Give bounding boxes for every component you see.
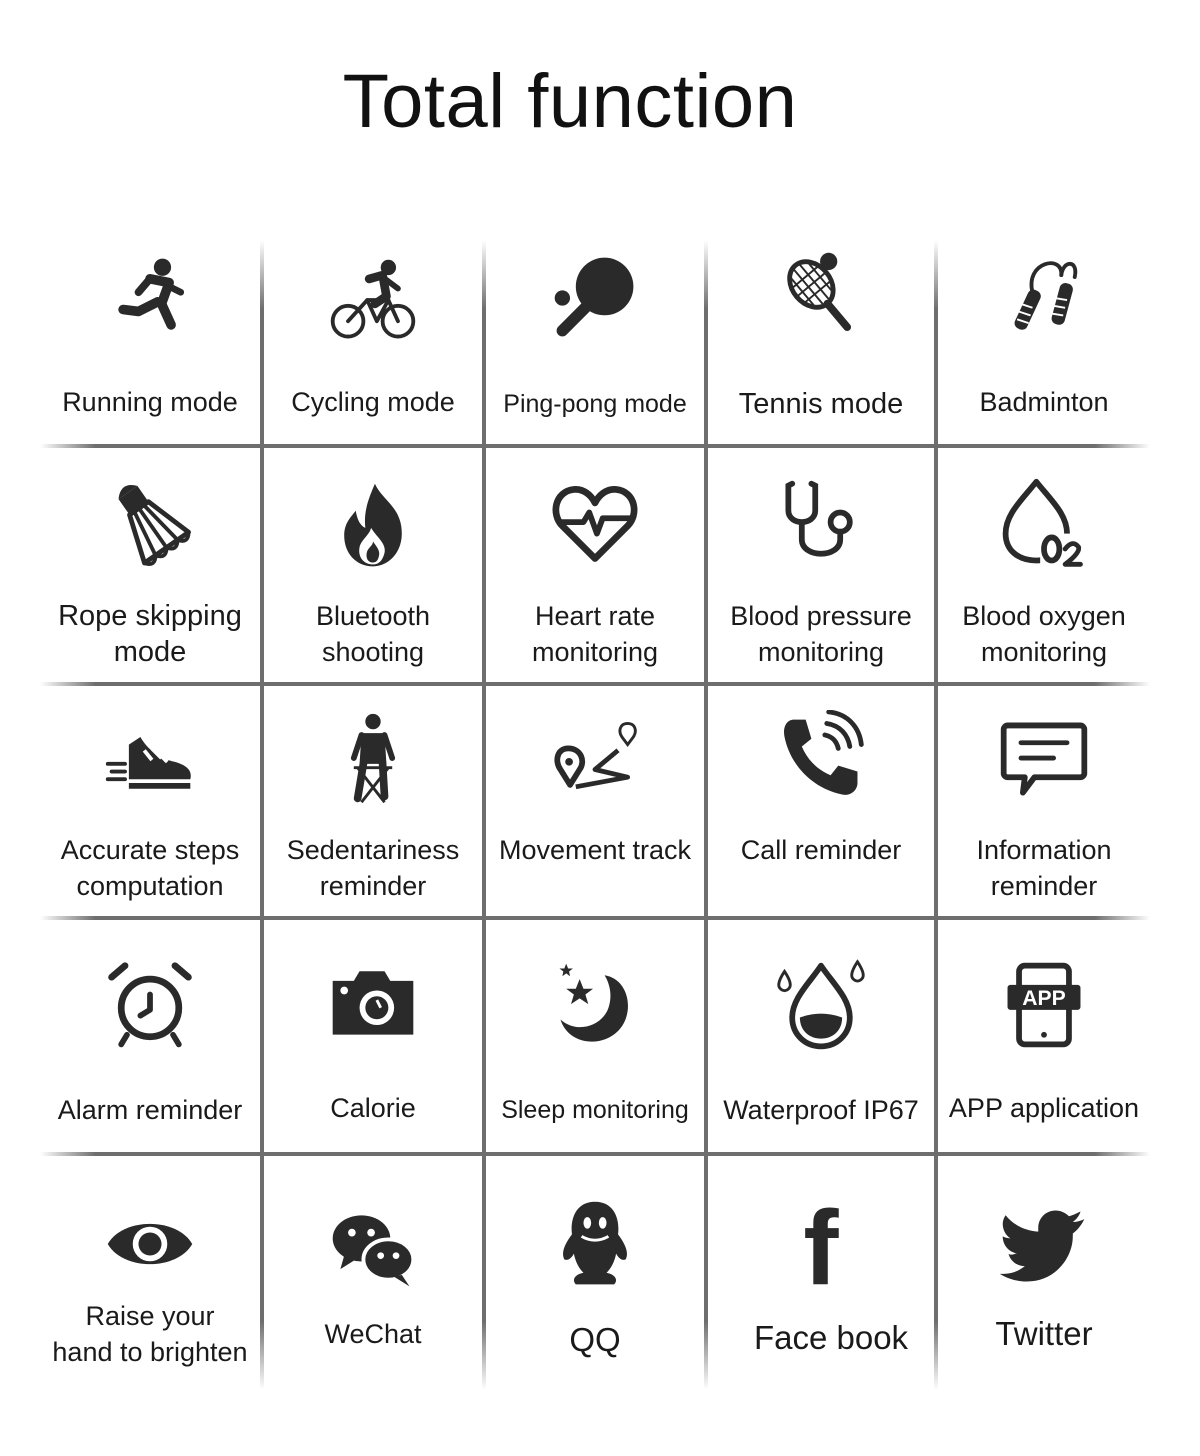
feature-calorie [264,920,482,1152]
feature-label: Alarm reminder [57,1095,243,1125]
feature-label: Calorie [330,1093,416,1123]
feature-call-reminder [708,686,934,916]
feature-heart-rate-monitoring [486,448,704,682]
feature-tennis-mode [708,240,934,444]
qq-penguin-icon [547,1196,643,1292]
app-badge-text: APP [1022,987,1066,1011]
water-drop-icon [773,958,869,1054]
message-icon [996,712,1092,808]
feature-sedentariness-reminder [264,686,482,916]
feature-label: Blood pressure monitoring [730,601,912,667]
feature-label: Rope skipping mode [58,600,242,668]
feature-raise-hand-to-brighten [40,1156,260,1390]
feature-app-application [938,920,1150,1152]
feature-label: Badminton [979,387,1109,417]
feature-label: Waterproof IP67 [723,1095,919,1125]
feature-waterproof-ip67 [708,920,934,1152]
cycling-icon [325,254,421,350]
feature-sleep-monitoring [486,920,704,1152]
page-title: Total function [342,59,798,144]
feature-running-mode [40,240,260,444]
feature-twitter [938,1156,1150,1390]
tennis-icon [773,248,869,344]
feature-label: Movement track [498,835,692,865]
shuttlecock-icon [102,476,198,572]
feature-bluetooth-shooting [264,448,482,682]
facebook-glyph: f [803,1194,839,1290]
feature-label: Information reminder [976,835,1112,901]
feature-accurate-steps-computation [40,686,260,916]
feature-alarm-reminder [40,920,260,1152]
feature-wechat [264,1156,482,1390]
feature-badminton [938,240,1150,444]
heart-rate-icon [547,476,643,572]
feature-grid [40,240,1150,1390]
feature-label: Tennis mode [738,388,904,420]
feature-information-reminder [938,686,1150,916]
feature-label: Blood oxygen monitoring [962,601,1126,667]
feature-label: QQ [569,1321,621,1358]
phone-call-icon [773,710,869,806]
sitting-person-icon [325,712,421,808]
wechat-icon [325,1200,421,1296]
facebook-icon [773,1194,869,1290]
feature-label: Call reminder [740,835,902,865]
alarm-clock-icon [102,958,198,1054]
feature-label: Sleep monitoring [501,1096,689,1124]
feature-ping-pong-mode [486,240,704,444]
sneaker-icon [102,712,198,808]
feature-cycling-mode [264,240,482,444]
feature-rope-skipping-mode [40,448,260,682]
eye-icon [102,1196,198,1292]
feature-label: Heart rate monitoring [531,601,659,667]
feature-label: Accurate steps computation [60,835,240,901]
feature-label: Cycling mode [291,387,455,417]
feature-label: Raise your hand to brighten [52,1301,248,1367]
feature-blood-oxygen-monitoring [938,448,1150,682]
flame-icon [325,478,421,574]
feature-label: Bluetooth shooting [315,601,431,667]
route-track-icon [547,710,643,806]
feature-blood-pressure-monitoring [708,448,934,682]
ping-pong-icon [547,250,643,346]
feature-label: Ping-pong mode [503,390,687,418]
stethoscope-icon [773,476,869,572]
camera-icon [325,954,421,1050]
app-phone-icon [996,958,1092,1054]
oxygen-drop-icon [996,476,1092,572]
twitter-bird-icon [996,1198,1092,1294]
running-icon [102,250,198,346]
feature-label: Running mode [62,387,238,417]
moon-star-icon [547,958,643,1054]
feature-label: Face book [753,1319,909,1356]
feature-qq [486,1156,704,1390]
feature-face-book [708,1156,934,1390]
feature-label: WeChat [324,1319,422,1349]
jump-rope-icon [996,254,1092,350]
feature-movement-track [486,686,704,916]
feature-label: Twitter [995,1315,1093,1352]
feature-label: APP application [948,1093,1140,1123]
feature-label: Sedentariness reminder [286,835,460,901]
